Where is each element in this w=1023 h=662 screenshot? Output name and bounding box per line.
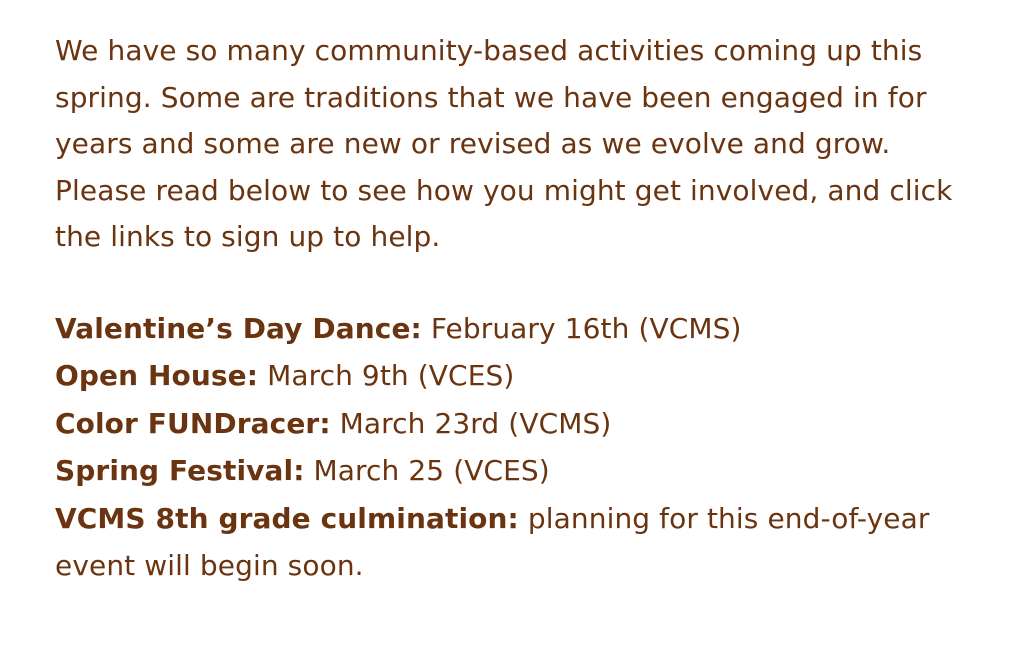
event-detail: March 9th (VCES) <box>258 359 515 392</box>
event-label: VCMS 8th grade culmination: <box>55 501 519 535</box>
event-detail: planning for this end-of-year event will begin soon. <box>55 501 930 582</box>
event-detail: March 25 (VCES) <box>304 454 550 487</box>
list-item <box>55 352 963 400</box>
list-item <box>55 495 963 590</box>
event-label: Valentine’s Day Dance: <box>55 311 422 345</box>
event-label: Open House: <box>55 359 259 392</box>
event-list <box>55 305 963 590</box>
event-label: Spring Festival: <box>55 454 305 487</box>
intro-paragraph: We have so many community-based activities coming up this spring. Some are traditions that we have been engaged in for years and some are new or revised as we evolve and grow. Please read below to see how you might get involved, and click the links to sign up to help. <box>55 34 953 253</box>
event-label: Color FUNDracer: <box>55 406 331 440</box>
list-item <box>55 400 963 448</box>
list-item <box>55 447 963 495</box>
paragraph-spacer <box>55 261 963 305</box>
event-detail: February 16th (VCMS) <box>421 311 742 345</box>
list-item <box>55 305 963 353</box>
event-detail: March 23rd (VCMS) <box>330 406 612 440</box>
